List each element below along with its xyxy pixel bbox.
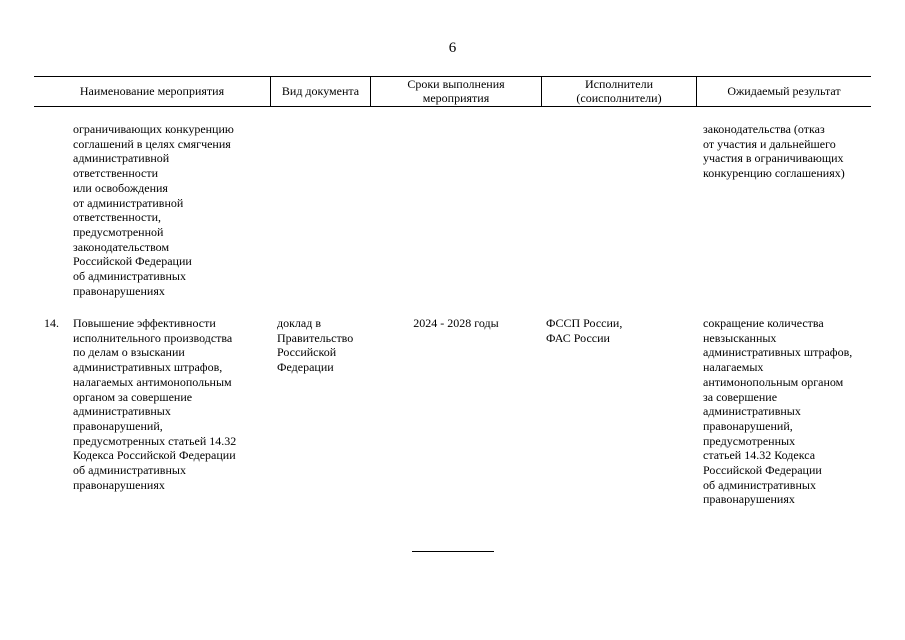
header-result: Ожидаемый результат [727,84,841,98]
header-deadline: Сроки выполнения мероприятия [407,77,505,105]
row-result-cell: сокращение количества невзысканных административных штрафов, налагаемых антимонопольным органом за совершение административных правонарушений, предусмотренных статьей 14.32 Кодекса Российской Федерации об административных правонарушениях [703,316,853,507]
row-deadline-cell: 2024 - 2028 годы [413,316,499,330]
continuation-result-cell: законодательства (отказ от участия и дальнейшего участия в ограничивающих конкуренцию соглашениях) [703,122,845,181]
header-name: Наименование мероприятия [79,84,225,98]
header-executors: Исполнители (соисполнители) [576,77,662,105]
continuation-name-cell: ограничивающих конкуренцию соглашений в целях смягчения административной ответственности или освобождения от административной ответственности, предусмотренной законодательством Российской Федерации об административных правонарушениях [73,122,234,298]
header-doc-type: Вид документа [281,84,360,98]
row-doc-type-cell: доклад в Правительство Российской Федерации [277,316,354,375]
end-of-document-rule [412,551,494,552]
page-number: 6 [448,40,457,56]
row-number: 14. [44,316,59,330]
row-executors-cell: ФССП России, ФАС России [546,316,623,345]
row-name-cell: Повышение эффективности исполнительного производства по делам о взыскании административных штрафов, налагаемых антимонопольным органом за совершение административных правонарушений, предусмотренных статьей 14.32 Кодекса Российской Федерации об административных правонарушениях [73,316,237,492]
table-header-rule [34,106,871,107]
